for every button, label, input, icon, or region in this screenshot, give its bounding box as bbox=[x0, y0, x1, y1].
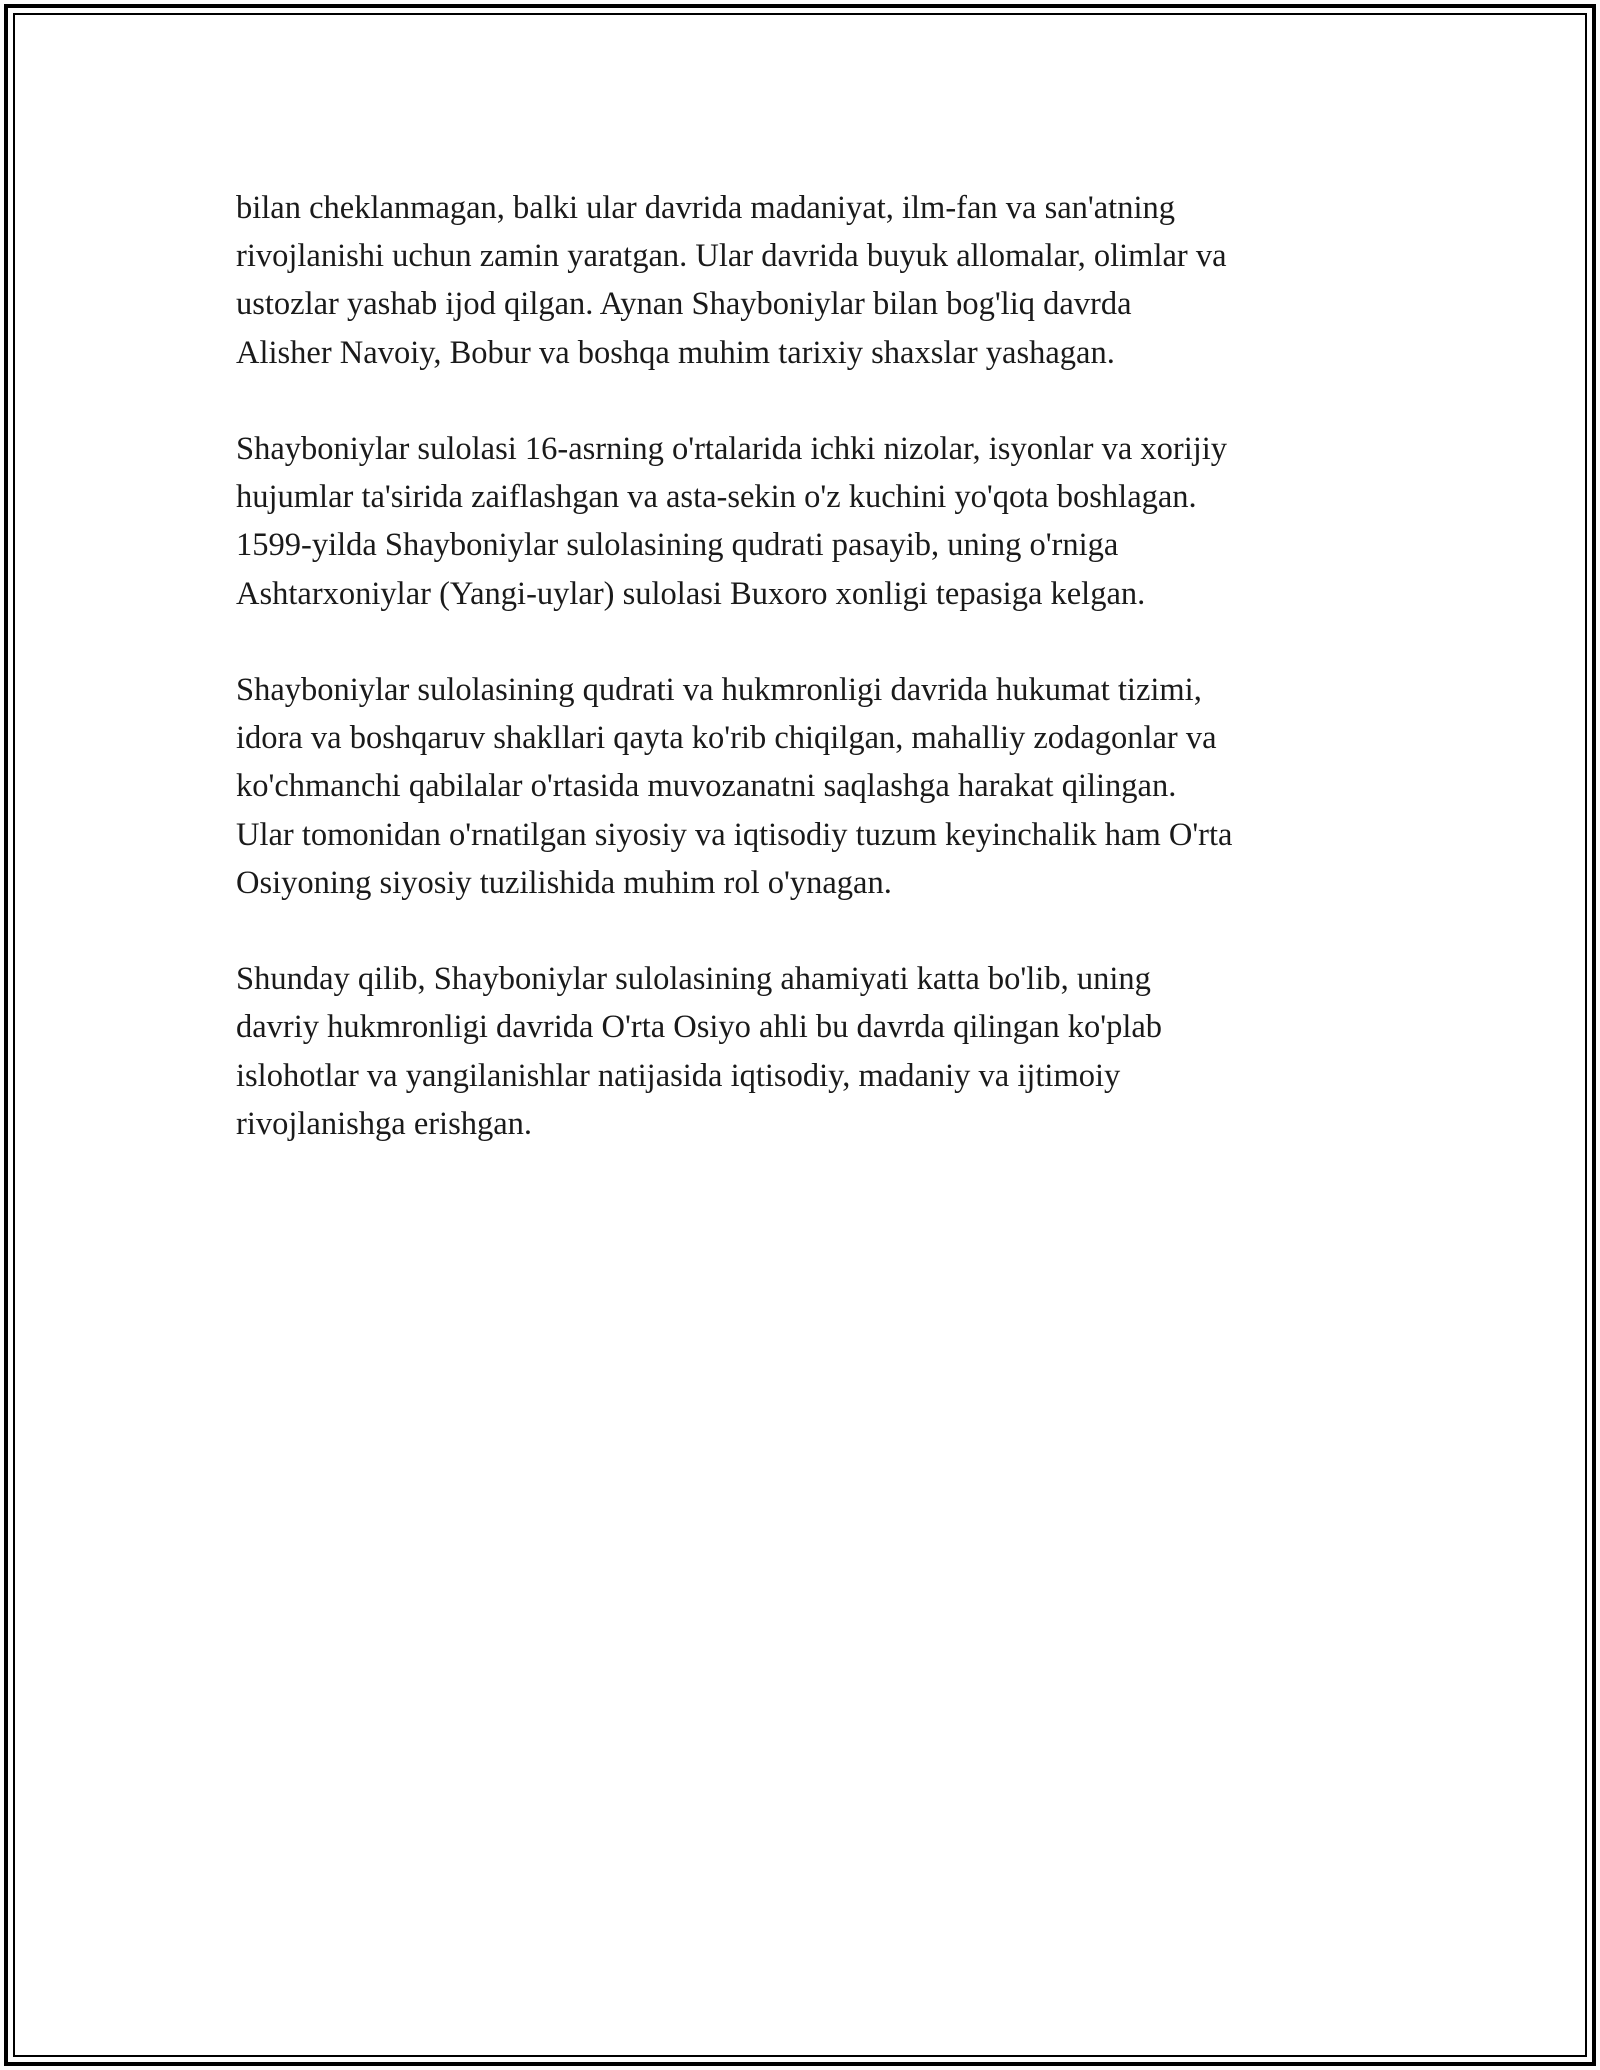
text-line: Osiyoning siyosiy tuzilishida muhim rol o'ynagan. bbox=[236, 864, 892, 901]
text-line: rivojlanishi uchun zamin yaratgan. Ular davrida buyuk allomalar, olimlar va bbox=[236, 238, 1227, 275]
text-line: idora va boshqaruv shakllari qayta ko'rib chiqilgan, mahalliy zodagonlar va bbox=[236, 720, 1217, 757]
text-line: davriy hukmronligi davrida O'rta Osiyo ahli bu davrda qilingan ko'plab bbox=[236, 1009, 1163, 1046]
text-line: Shayboniylar sulolasining qudrati va hukmronligi davrida hukumat tizimi, bbox=[236, 672, 1202, 708]
text-line: 1599-yilda Shayboniylar sulolasining qudrati pasayib, uning o'rniga bbox=[236, 527, 1119, 564]
document-body bbox=[236, 184, 1386, 1196]
text-line: bilan cheklanmagan, balki ular davrida madaniyat, ilm-fan va san'atning bbox=[236, 190, 1175, 226]
text-line: Alisher Navoiy, Bobur va boshqa muhim tarixiy shaxslar yashagan. bbox=[236, 334, 1115, 371]
paragraph-4 bbox=[236, 955, 1386, 1148]
text-line: Ashtarxoniylar (Yangi-uylar) sulolasi Buxoro xonligi tepasiga kelgan. bbox=[236, 575, 1146, 612]
text-line: hujumlar ta'sirida zaiflashgan va asta-sekin o'z kuchini yo'qota boshlagan. bbox=[236, 479, 1197, 516]
text-line: islohotlar va yangilanishlar natijasida iqtisodiy, madaniy va ijtimoiy bbox=[236, 1057, 1121, 1094]
text-line: ko'chmanchi qabilalar o'rtasida muvozanatni saqlashga harakat qilingan. bbox=[236, 768, 1177, 805]
paragraph-2 bbox=[236, 425, 1386, 618]
paragraph-1 bbox=[236, 184, 1386, 377]
text-line: Shunday qilib, Shayboniylar sulolasining ahamiyati katta bo'lib, uning bbox=[236, 961, 1151, 998]
text-line: rivojlanishga erishgan. bbox=[236, 1105, 533, 1142]
text-line: Shayboniylar sulolasi 16-asrning o'rtalarida ichki nizolar, isyonlar va xorijiy bbox=[236, 431, 1228, 467]
paragraph-3 bbox=[236, 666, 1386, 907]
text-line: Ular tomonidan o'rnatilgan siyosiy va iqtisodiy tuzum keyinchalik ham O'rta bbox=[236, 816, 1233, 853]
text-line: ustozlar yashab ijod qilgan. Aynan Shayboniylar bilan bog'liq davrda bbox=[236, 286, 1132, 323]
